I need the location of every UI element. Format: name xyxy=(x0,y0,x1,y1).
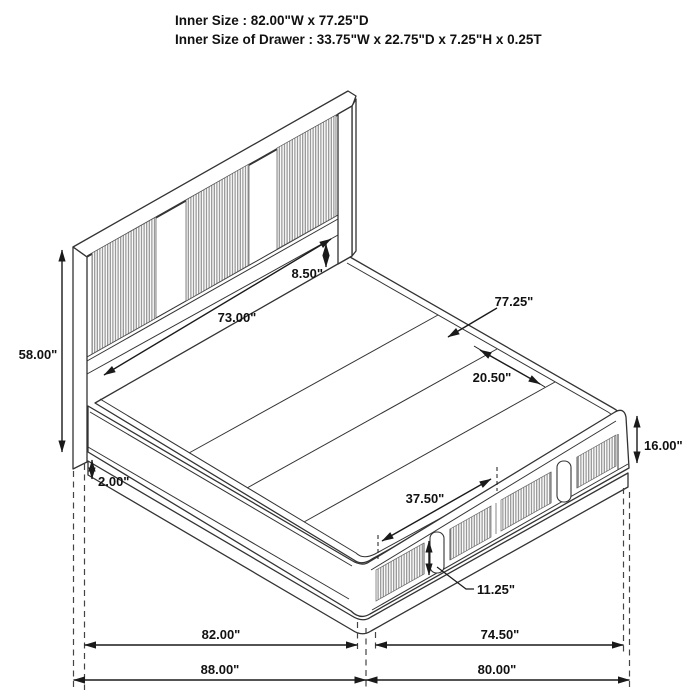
label-headboard-height: 58.00" xyxy=(18,347,58,362)
label-footboard-inner-width: 82.00" xyxy=(201,627,241,642)
drawer2-handle xyxy=(557,461,571,502)
label-platform-depth: 77.25" xyxy=(494,294,534,309)
label-drawer-width: 37.50" xyxy=(405,491,445,506)
label-slat-width: 20.50" xyxy=(472,370,512,385)
header-inner-size: Inner Size : 82.00"W x 77.25"D xyxy=(175,13,369,28)
headboard-left-post xyxy=(73,247,87,469)
label-overall-depth: 80.00" xyxy=(477,662,517,677)
label-base-height: 16.00" xyxy=(644,438,683,453)
header-drawer-size: Inner Size of Drawer : 33.75"W x 22.75"D x 7.25"H x 0.25T xyxy=(175,32,542,47)
label-drawer-front-height: 11.25" xyxy=(477,582,515,597)
headboard-right-post xyxy=(338,106,352,264)
label-headboard-gap: 8.50" xyxy=(291,266,323,281)
drawer1-handle xyxy=(430,532,444,573)
label-side-inner-depth: 74.50" xyxy=(480,627,520,642)
label-overall-width: 88.00" xyxy=(200,662,240,677)
label-plinth-height: 2.00" xyxy=(98,474,130,489)
label-headboard-panel-width: 73.00" xyxy=(217,310,257,325)
